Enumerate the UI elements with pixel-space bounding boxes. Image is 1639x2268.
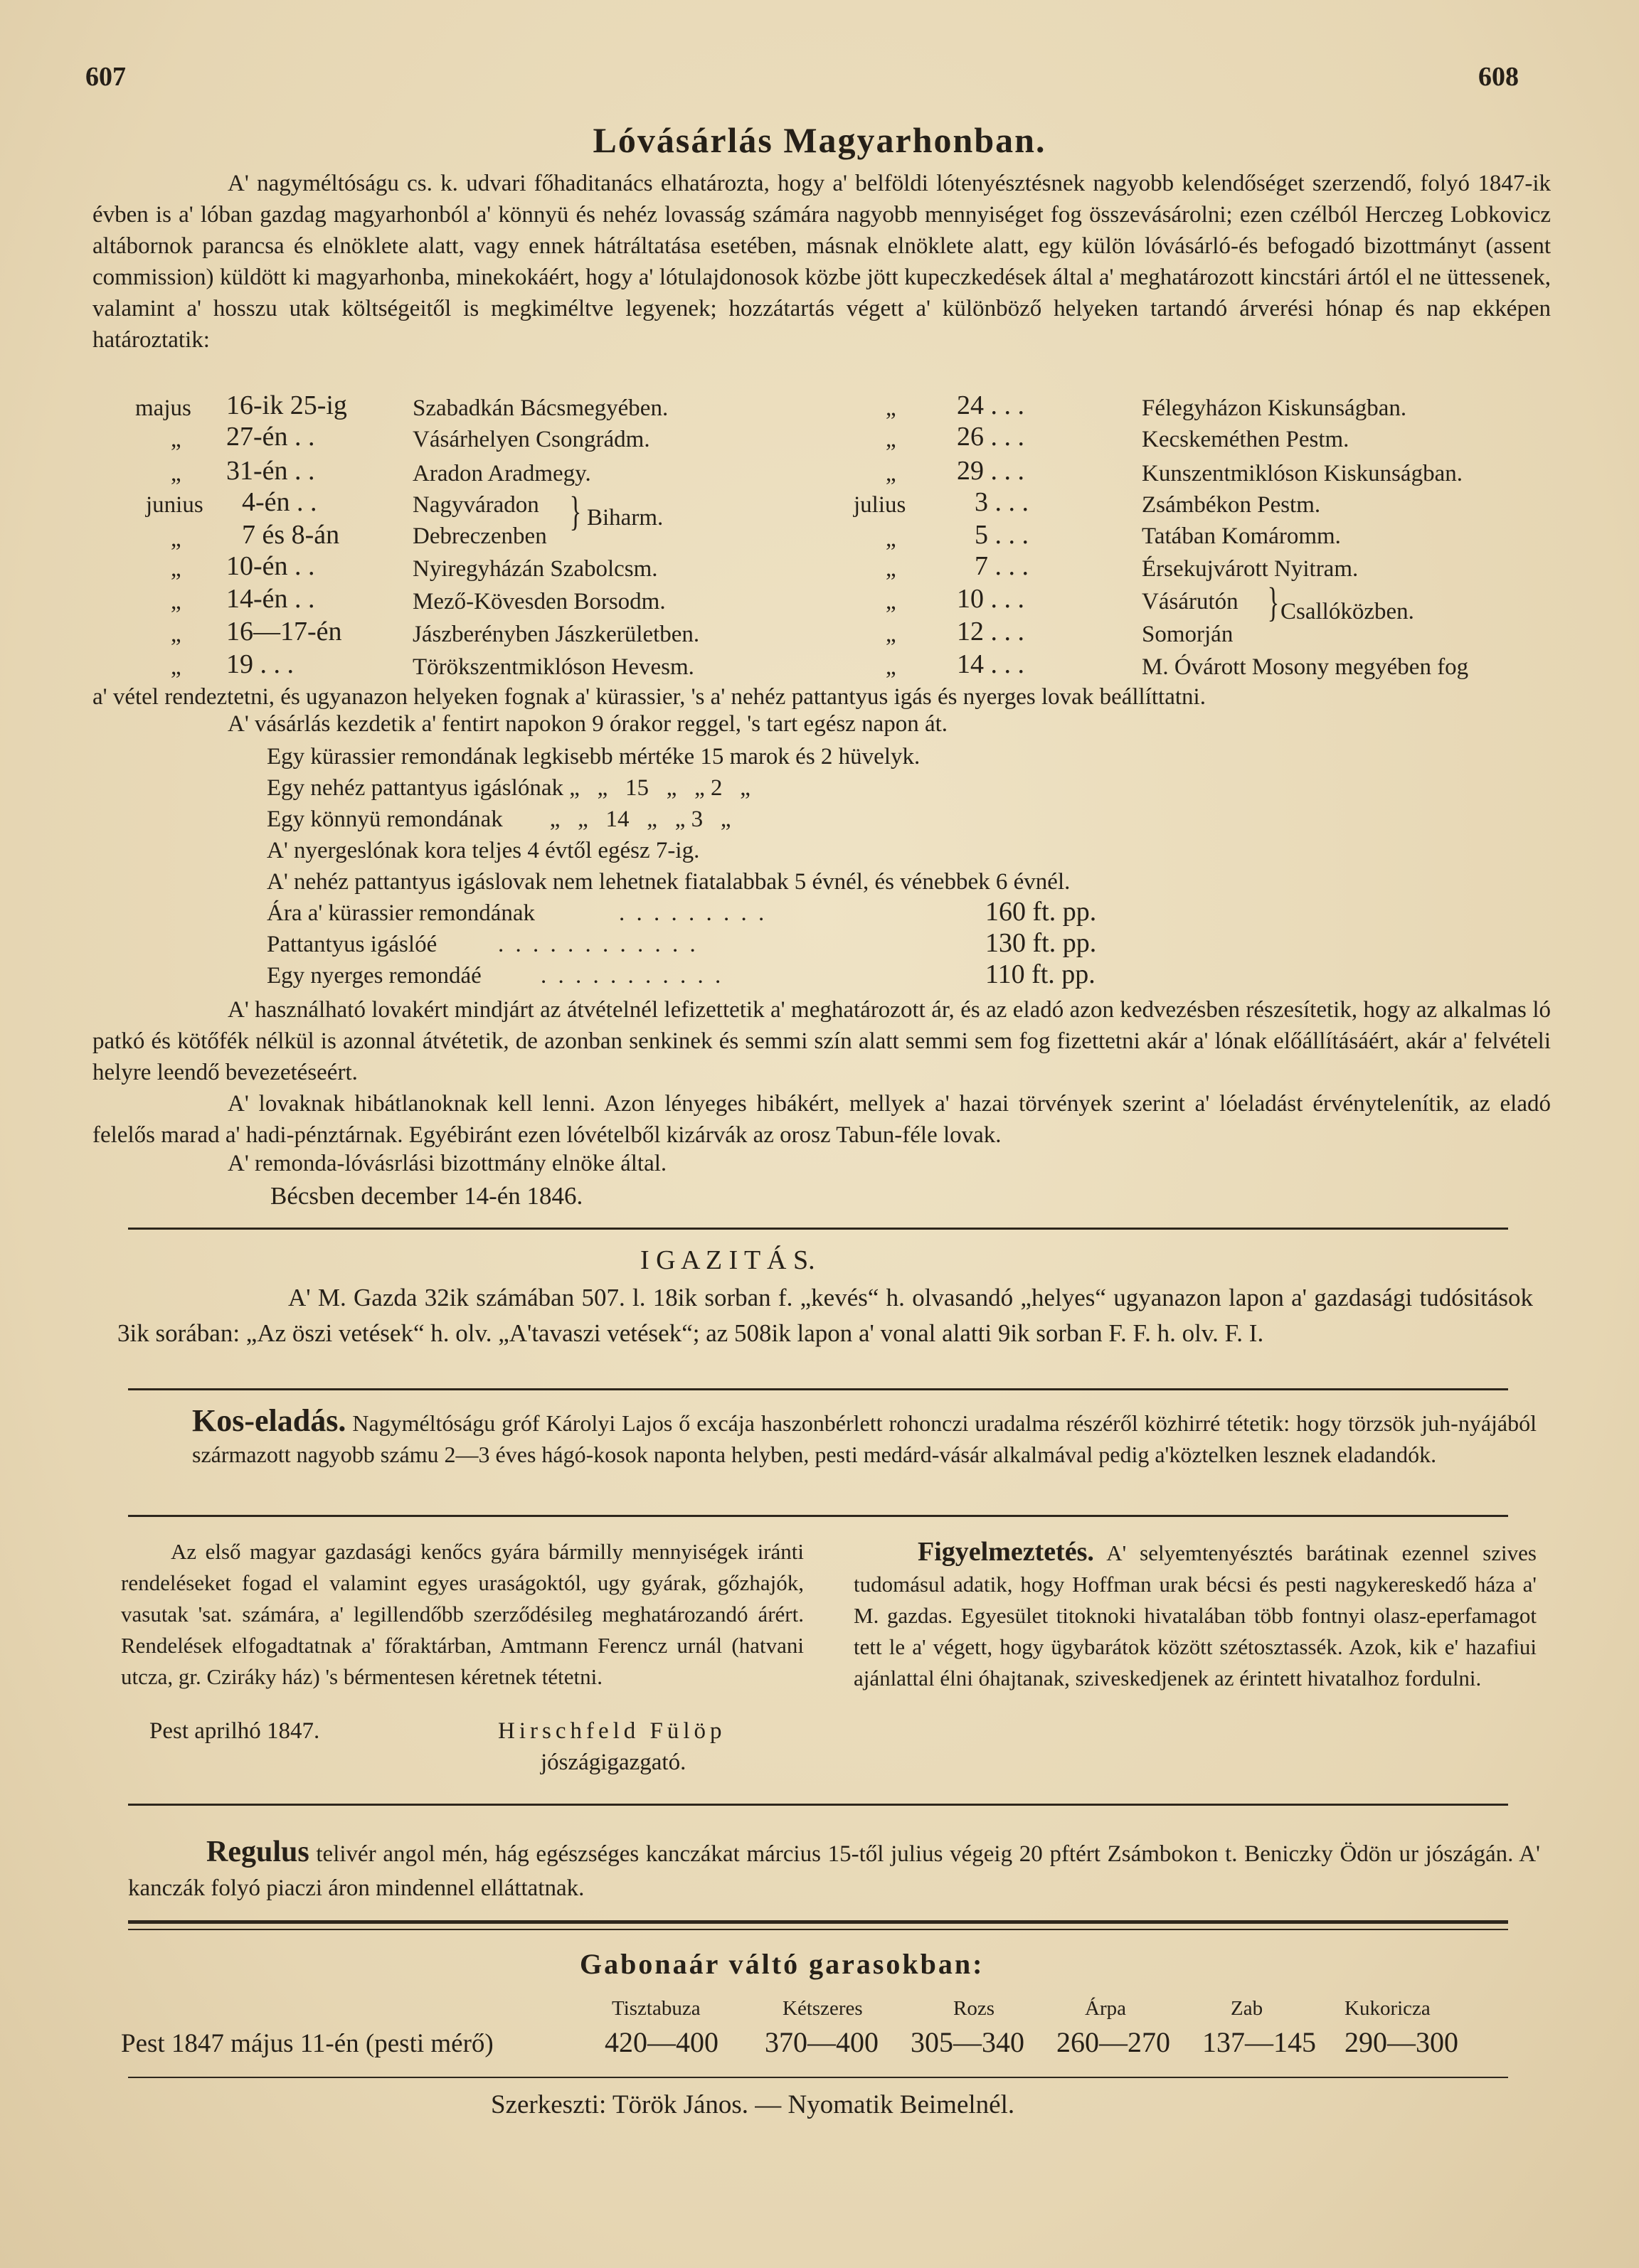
schedule-date: 16-ik 25-ig xyxy=(226,390,347,420)
schedule-place: Törökszentmiklóson Hevesm. xyxy=(413,654,694,680)
igazitas-title: I G A Z I T Á S. xyxy=(640,1245,815,1275)
grain-header: Árpa xyxy=(1085,1997,1126,2020)
schedule-month: „ xyxy=(886,556,896,582)
schedule-place: Tatában Komáromm. xyxy=(1142,523,1341,549)
grain-value: 260—270 xyxy=(1056,2026,1170,2058)
grain-value: 290—300 xyxy=(1344,2026,1458,2058)
divider xyxy=(128,1920,1508,1924)
schedule-month: „ xyxy=(171,556,181,582)
intro-paragraph: A' nagyméltóságu cs. k. udvari főhaditanács elhatározta, hogy a' belföldi lótenyésztésnek nagyobb kelendőséget szerzendő, folyó 1847-ik évben is a' lóban gazdag magyarhonból a' könnyü és nehéz lovasság számára nagyobb mennyiséget fog összevásárolni; ezen czélból Herczeg Lobkovicz altábornok parancsa és elnöklete alatt, vagy ennek hátráltatása esetében, másnak elnöklete alatt, egy külön lóvásárló-és befogadó bizottmányt (assent commission) küldött ki magyarhonba, minekokáért, hogy a' lótulajdonosok közbe jött kupeczkedések által a' meghatározott kincstári ártól el ne üttessenek, valamint a' hosszu utak költségeitől is megkiméltve legyenek; hozzátartás végett a' különböző helyeken tartandó árverési hónap és nap ekképen határoztatik: xyxy=(92,171,1551,353)
grain-header: Rozs xyxy=(953,1997,994,2020)
schedule-date: 5 . . . xyxy=(975,520,1029,550)
schedule-place: Aradon Aradmegy. xyxy=(413,461,591,486)
schedule-date: 14 . . . xyxy=(957,649,1024,679)
schedule-month: „ xyxy=(171,622,181,647)
price-value: 130 ft. pp. xyxy=(985,928,1097,958)
paragraph-defects: A' lovaknak hibátlanoknak kell lenni. Azon lényeges hibákért, mellyek a' hazai törvények szerint a' lóeladást érvénytelenítik, az eladó felelős marad a' hadi-pénztárnak. Egyébiránt ezen lóvételből kizárvák az orosz Tabun-féle lovak. xyxy=(92,1091,1551,1148)
price-label: Egy nyerges remondáé xyxy=(267,963,482,989)
brace: } xyxy=(1267,579,1280,625)
divider xyxy=(128,1388,1508,1390)
schedule-month: „ xyxy=(886,461,896,486)
kenocs-notice: Az első magyar gazdasági kenőcs gyára bármilly mennyiségek iránti rendeléseket fogad el valamint egyes uraságoktól, ugy gyárak, gőzhajók, vasutak 'sat. számára, a' legillendőbb szerződésileg meghatározandó árért. Rendelések elfogadtatnak a' főraktárban, Amtmann Ferencz urnál (hatvani utcza, gr. Cziráky ház) 's bérmentesen kéretnek tétetni. xyxy=(121,1539,804,1689)
koseladas-notice xyxy=(192,1405,1537,1470)
schedule-place: Kunszentmiklóson Kiskunságban. xyxy=(1142,461,1463,486)
grain-row-label: Pest 1847 május 11-én (pesti mérő) xyxy=(121,2029,494,2058)
schedule-date: 12 . . . xyxy=(957,617,1024,646)
grain-header: Tisztabuza xyxy=(612,1997,701,2020)
after-schedule-text: a' vétel rendeztetni, és ugyanazon helyeken fognak a' kürassier, 's a' nehéz pattantyus igás és nyerges lovak beállíttatni. xyxy=(92,684,1206,710)
divider xyxy=(128,1515,1508,1517)
schedule-month: „ xyxy=(886,427,896,452)
schedule-place: M. Óvárott Mosony megyében fog xyxy=(1142,654,1469,680)
schedule-month: „ xyxy=(171,427,181,452)
kenocs-signer: Hirschfeld Fülöp xyxy=(498,1718,726,1744)
grain-header: Kétszeres xyxy=(783,1997,863,2020)
schedule-place: Debreczenben xyxy=(413,523,547,549)
divider xyxy=(128,2077,1508,2078)
date-line: Bécsben december 14-én 1846. xyxy=(270,1182,583,1210)
schedule-month: julius xyxy=(854,492,906,518)
schedule-date: 3 . . . xyxy=(975,487,1029,517)
koseladas-heading: Kos-eladás. xyxy=(192,1403,346,1438)
schedule-date: 10-én . . xyxy=(226,551,315,581)
page-number-right: 608 xyxy=(1478,62,1519,92)
price-value: 160 ft. pp. xyxy=(985,897,1097,927)
schedule-date: 27-én . . xyxy=(226,422,315,452)
grain-value: 137—145 xyxy=(1202,2026,1316,2058)
schedule-month: „ xyxy=(171,654,181,680)
schedule-month: „ xyxy=(886,622,896,647)
grain-value: 305—340 xyxy=(911,2026,1024,2058)
price-dots: . . . . . . . . . . . xyxy=(541,963,724,989)
regulus-text: telivér angol mén, hág egészséges kanczákat március 15-től julius végeig 20 pftért Zsámbokon t. Beniczky Ödön ur jószágán. A' kanczák folyó piaczi áron mindennel elláttatnak. xyxy=(128,1841,1540,1901)
figyelmeztetes-text: A' selyemtenyésztés barátinak ezennel szives tudomásul adatik, hogy Hoffman urak bécsi és pesti nagykereskedő háza a' M. gazdas. Egyesület titoknoki hivatalában több fontnyi olasz-eperfamagot tett le a' végett, hogy ügybarátok között szétosztassék. Azok, kik e' hazafiui ajánlattal élni óhajtanak, sziveskedjenek az érintett hivatalhoz fordulni. xyxy=(854,1540,1537,1691)
schedule-region: Csallóközben. xyxy=(1280,599,1414,624)
schedule-place: Jászberényben Jászkerületben. xyxy=(413,622,700,647)
schedule-date: 7 és 8-án xyxy=(242,520,340,550)
paragraph-payment: A' használható lovakért mindjárt az átvételnél lefizettetik a' meghatározott ár, és az eladó azon kedvezésben részesítetik, hogy az alkalmas ló patkó és kötőfék nélkül is azonnal átvétetik, de azonban senkinek és semmi szín alatt semmi sem fog fizettetni akár a' lónak előállításáért, akár a' felvételi helyre leendő bevezetéseért. xyxy=(92,997,1551,1085)
schedule-date: 24 . . . xyxy=(957,390,1024,420)
schedule-place: Nagyváradon xyxy=(413,492,539,518)
schedule-month: „ xyxy=(171,589,181,614)
kenocs-place-date: Pest aprilhó 1847. xyxy=(149,1718,320,1744)
price-dots: . . . . . . . . . . . . xyxy=(498,932,699,957)
text-line: A' vásárlás kezdetik a' fentirt napokon 9 órakor reggel, 's tart egész napon át. xyxy=(228,711,948,737)
page-number-left: 607 xyxy=(85,62,126,92)
schedule-month: majus xyxy=(135,395,191,421)
text-line: Egy nehéz pattantyus igáslónak „ „ 15 „ „ 2 „ xyxy=(267,775,750,801)
divider xyxy=(128,1228,1508,1230)
schedule-date: 14-én . . xyxy=(226,584,315,614)
text-line: A' nehéz pattantyus igáslovak nem lehetnek fiatalabbak 5 évnél, és vénebbek 6 évnél. xyxy=(267,869,1071,895)
schedule-date: 10 . . . xyxy=(957,584,1024,614)
figyelmeztetes-notice xyxy=(854,1536,1537,1694)
price-label: Pattantyus igáslóé xyxy=(267,932,437,957)
schedule-month: „ xyxy=(886,589,896,614)
schedule-place: Somorján xyxy=(1142,622,1234,647)
schedule-region: Biharm. xyxy=(587,505,664,531)
schedule-date: 26 . . . xyxy=(957,422,1024,452)
schedule-place: Vásárhelyen Csongrádm. xyxy=(413,427,650,452)
grain-value: 420—400 xyxy=(605,2026,718,2058)
footer-imprint: Szerkeszti: Török János. — Nyomatik Beimelnél. xyxy=(491,2090,1015,2119)
divider xyxy=(128,1804,1508,1806)
schedule-place: Félegyházon Kiskunságban. xyxy=(1142,395,1407,421)
signature-line: A' remonda-lóvásrlási bizottmány elnöke által. xyxy=(228,1151,667,1176)
regulus-notice xyxy=(128,1835,1540,1905)
koseladas-text: Nagyméltóságu gróf Károlyi Lajos ő excája haszonbérlett rohonczi uradalma részéről közhirré tétetik: hogy törzsök juh-nyájából származott nagyobb számu 2—3 éves hágó-kosok naponta helyben, pesti medárd-vásár alkalmával pedig a'köztelken lesznek eladandók. xyxy=(192,1410,1537,1467)
schedule-date: 7 . . . xyxy=(975,551,1029,581)
schedule-place: Érsekujvárott Nyitram. xyxy=(1142,556,1359,582)
schedule-place: Mező-Kövesden Borsodm. xyxy=(413,589,666,614)
grain-header: Zab xyxy=(1231,1997,1263,2020)
schedule-month: junius xyxy=(146,492,203,518)
schedule-place: Kecskeméthen Pestm. xyxy=(1142,427,1349,452)
schedule-date: 4-én . . xyxy=(242,487,317,517)
text-line: Egy könnyü remondának „ „ 14 „ „ 3 „ xyxy=(267,806,731,832)
schedule-month: „ xyxy=(886,526,896,552)
gabona-title: Gabonaár váltó garasokban: xyxy=(580,1948,985,1980)
price-label: Ára a' kürassier remondának xyxy=(267,900,536,926)
schedule-place: Vásárutón xyxy=(1142,589,1238,614)
schedule-month: „ xyxy=(171,526,181,552)
grain-header: Kukoricza xyxy=(1344,1997,1431,2020)
regulus-heading: Regulus xyxy=(206,1836,309,1868)
text-line: A' nyergeslónak kora teljes 4 évtől egész 7-ig. xyxy=(267,838,700,863)
divider xyxy=(128,1929,1508,1930)
schedule-month: „ xyxy=(886,395,896,421)
article-title: Lóvásárlás Magyarhonban. xyxy=(593,120,1046,160)
schedule-place: Nyiregyházán Szabolcsm. xyxy=(413,556,658,582)
igazitas-text: A' M. Gazda 32ik számában 507. l. 18ik sorban f. „kevés“ h. olvasandó „helyes“ ugyanazon lapon a' gazdasági tudósitások 3ik sorában: „Az öszi vetések“ h. olv. „A'tavaszi vetések“; az 508ik lapon a' vonal alatti 9ik sorban F. F. h. olv. F. I. xyxy=(117,1284,1533,1347)
price-value: 110 ft. pp. xyxy=(985,959,1096,989)
schedule-place: Zsámbékon Pestm. xyxy=(1142,492,1321,518)
price-dots: . . . . . . . . . xyxy=(619,900,768,926)
schedule-month: „ xyxy=(886,654,896,680)
schedule-date: 29 . . . xyxy=(957,456,1024,486)
schedule-place: Szabadkán Bácsmegyében. xyxy=(413,395,669,421)
schedule-month: „ xyxy=(171,461,181,486)
schedule-date: 16—17-én xyxy=(226,617,342,646)
text-line: Egy kürassier remondának legkisebb mértéke 15 marok és 2 hüvelyk. xyxy=(267,744,921,770)
kenocs-signer-role: jószágigazgató. xyxy=(541,1750,686,1775)
brace: } xyxy=(569,488,582,534)
grain-value: 370—400 xyxy=(765,2026,879,2058)
figyelmeztetes-heading: Figyelmeztetés. xyxy=(918,1537,1094,1567)
schedule-date: 31-én . . xyxy=(226,456,315,486)
schedule-date: 19 . . . xyxy=(226,649,294,679)
